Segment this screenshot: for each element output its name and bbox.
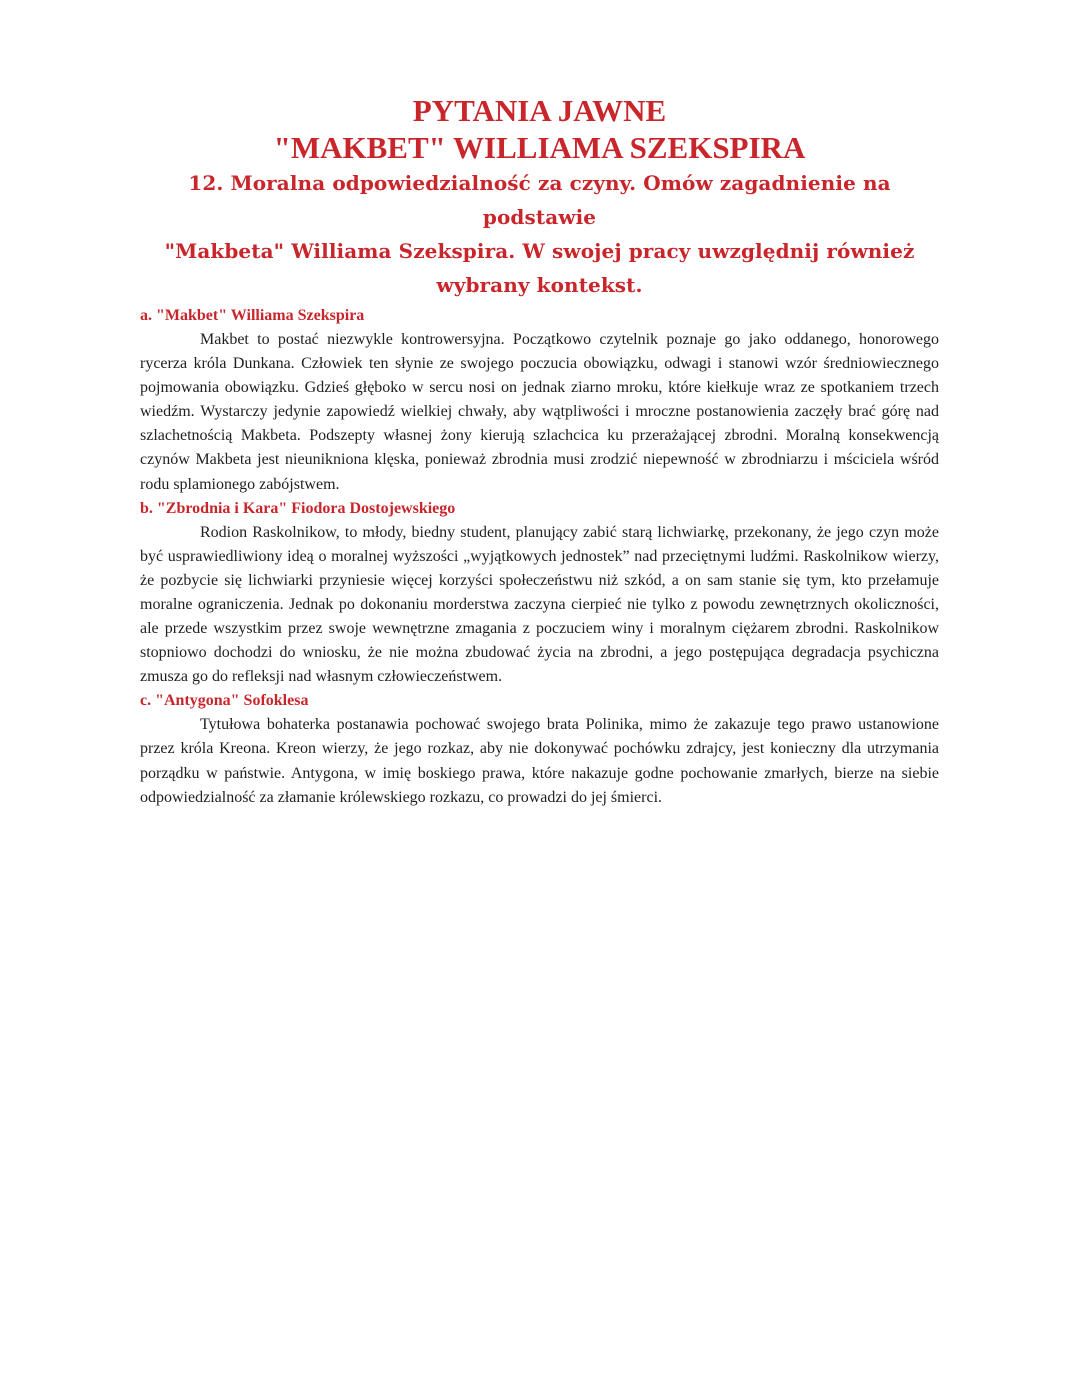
document-page bbox=[140, 92, 939, 810]
section-paragraph: Makbet to postać niezwykle kontrowersyjna. Początkowo czytelnik poznaje go jako oddanego, honorowego rycerza króla Dunkana. Człowiek ten słynie ze swojego poczucia obowiązku, odwagi i stanowi wzór średniowiecznego pojmowania obowiązku. Gdzieś głęboko w sercu nosi on jednak ziarno mroku, które kiełkuje wraz ze spotkaniem trzech wiedźm. Wystarczy jedynie zapowiedź wielkiej chwały, aby wątpliwości i mroczne postanowienia zaczęły brać górę nad szlachetnością Makbeta. Podszepty własnej żony kierują szlachcica ku przerażającej zbrodni. Moralną konsekwencją czynów Makbeta jest nieunikniona klęska, ponieważ zbrodnia musi zrodzić niepewność w zbrodniarzu i mściciela wśród rodu splamionego zabójstwem. bbox=[140, 331, 939, 493]
section-heading: c. "Antygona" Sofoklesa bbox=[140, 692, 309, 710]
subtitle-line-1: 12. Moralna odpowiedzialność za czyny. Omów zagadnienie na podstawie bbox=[188, 171, 891, 229]
subtitle-line-2: "Makbeta" Williama Szekspira. W swojej pracy uwzględnij również bbox=[164, 239, 915, 263]
document-header bbox=[140, 92, 939, 302]
section-paragraph: Tytułowa bohaterka postanawia pochować swojego brata Polinika, mimo że zakazuje tego prawo ustanowione przez króla Kreona. Kreon wierzy, że jego rozkaz, aby nie dokonywać pochówku zdrajcy, jest konieczny dla utrzymania porządku w państwie. Antygona, w imię boskiego prawa, które nakazuje godne pochowanie zmarłych, bierze na siebie odpowiedzialność za złamanie królewskiego rozkazu, co prowadzi do jej śmierci. bbox=[140, 716, 939, 806]
section-zbrodnia-i-kara bbox=[140, 497, 939, 690]
section-heading: b. "Zbrodnia i Kara" Fiodora Dostojewskiego bbox=[140, 499, 456, 517]
section-paragraph: Rodion Raskolnikow, to młody, biedny student, planujący zabić starą lichwiarkę, przekonany, że jego czyn może być usprawiedliwiony ideą o moralnej wyższości „wyjątkowych jednostek” nad przeciętnymi ludźmi. Raskolnikow wierzy, że pozbycie się lichwiarki przyniesie więcej korzyści społeczeństwu niż szkód, a on sam stanie się tym, kto przełamuje moralne ograniczenia. Jednak po dokonaniu morderstwa zaczyna cierpieć nie tylko z powodu zewnętrznych okoliczności, ale przede wszystkim przez swoje wewnętrzne zmagania z poczuciem winy i moralnym ciężarem zbrodni. Raskolnikow stopniowo dochodzi do wniosku, że nie można zbudować życia na zbrodni, a jego postępująca degradacja psychiczna zmusza go do refleksji nad własnym człowieczeństwem. bbox=[140, 523, 939, 686]
title-line-1: PYTANIA JAWNE bbox=[412, 93, 667, 128]
section-heading: a. "Makbet" Williama Szekspira bbox=[140, 307, 365, 324]
section-antygona bbox=[140, 689, 939, 809]
title-line-2: "MAKBET" WILLIAMA SZEKSPIRA bbox=[273, 130, 806, 165]
page-title bbox=[140, 92, 939, 166]
question-subtitle bbox=[140, 166, 939, 302]
subtitle-line-3: wybrany kontekst. bbox=[436, 273, 643, 297]
section-makbet bbox=[140, 304, 939, 497]
